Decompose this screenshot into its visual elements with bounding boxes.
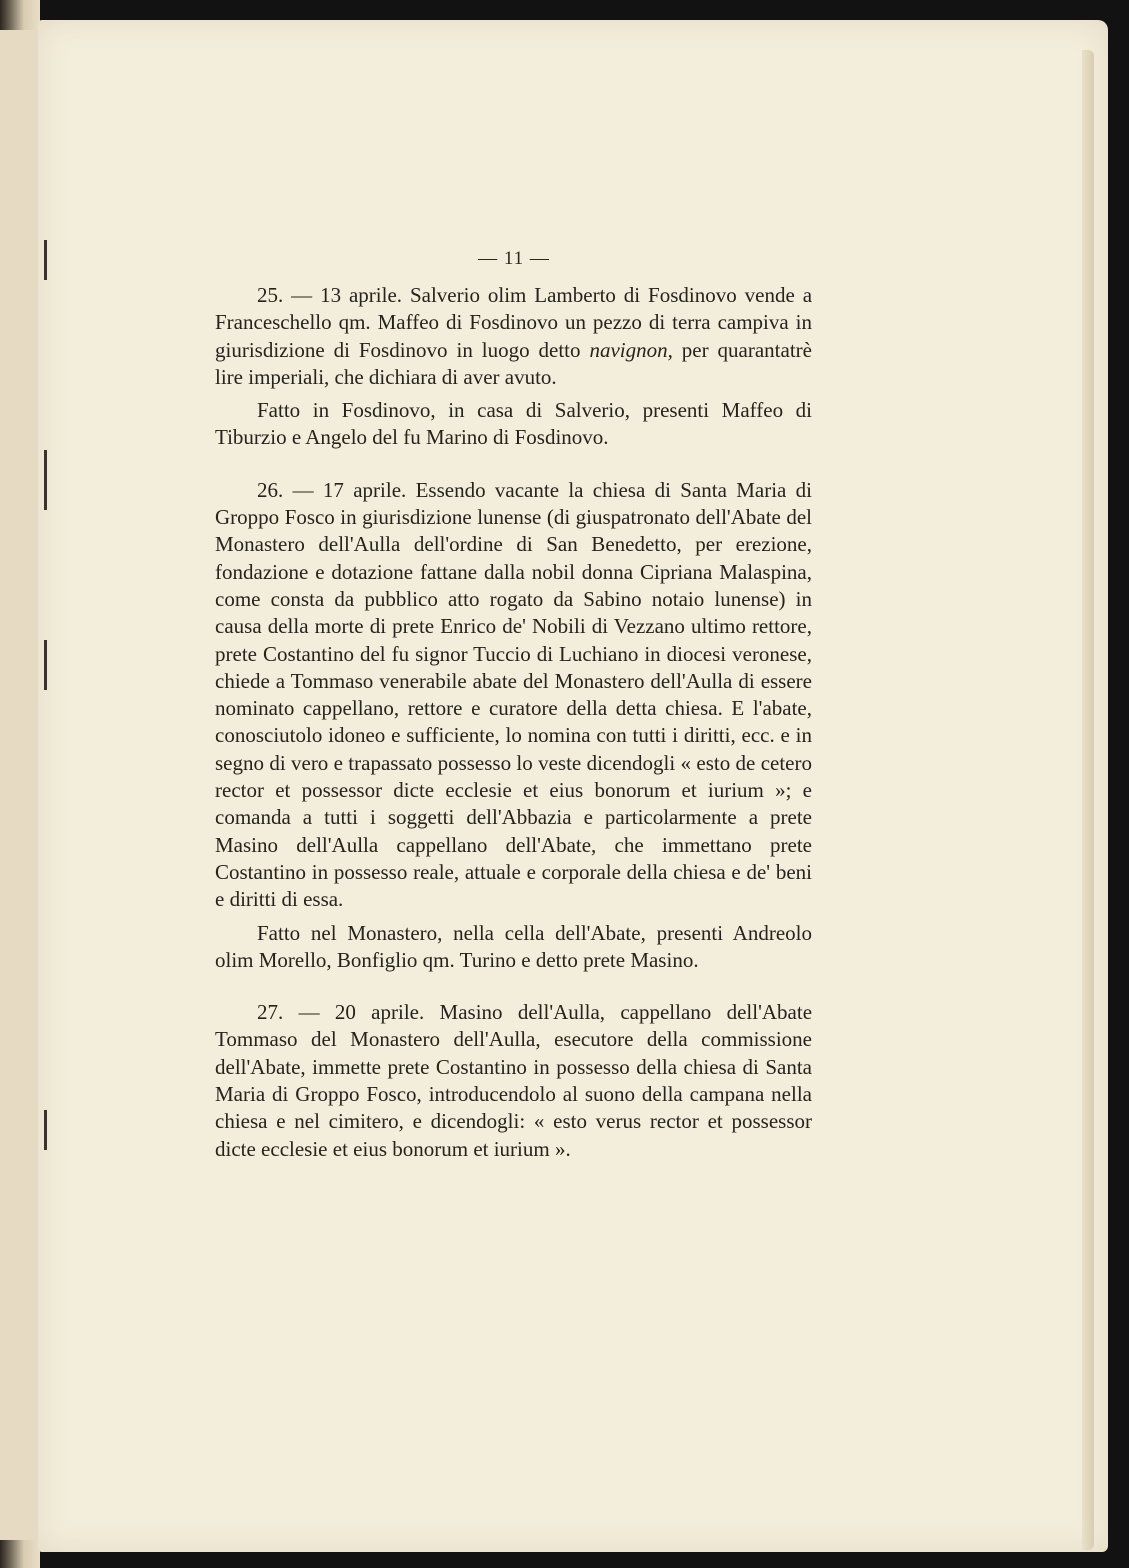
entry-text: Essendo vacante la chiesa di Santa Maria di Groppo Fosco in giurisdizione lunense (di giuspatronato dell'Abate del Monastero dell'Aulla dell'ordine di San Benedetto, per erezione, fondazione e dotazione fattane dalla nobil donna Cipriana Malaspina, come consta da pubblico atto rogato da Sabino notaio lunense) in causa della morte di prete Enrico de' Nobili di Vezzano ultimo rettore, prete Costantino del fu signor Tuccio di Luchiano in diocesi veronese, chiede a Tommaso venerabile abate del Monastero dell'Aulla di essere nominato cappellano, rettore e curatore della detta chiesa. E l'abate, conosciutolo idoneo e sufficiente, lo nomina con tutti i diritti, ecc. e in segno di vero e trapassato possesso lo veste dicendogli « esto de cetero rector et possessor dicte ecclesie et eius bonorum et iurium »; e comanda a tutti i soggetti dell'Abbazia e particolarmente a prete Masino dell'Aulla cappellano dell'Abate, che immettano prete Costantino in possesso reale, attuale e corporale della chiesa e de' beni e diritti di essa. xyxy=(215,477,813,912)
entry-text: Salverio olim Lamberto di Fosdinovo vende a Franceschello qm. Maffeo di Fosdinovo un pezzo di terra campiva in giurisdizione di Fosdinovo in luogo detto xyxy=(215,283,813,362)
entry-26 xyxy=(215,477,812,974)
binding-mark xyxy=(44,240,47,280)
entry-25 xyxy=(215,282,812,452)
entry-text: Masino dell'Aulla, cappellano dell'Abate Tommaso del Monastero dell'Aulla, esecutore della commissione dell'Abate, immette prete Costantino in possesso della chiesa di Santa Maria di Groppo Fosco, introducendolo al suono della campana nella chiesa e nel cimitero, e dicendogli: « esto verus rector et possessor dicte ecclesie et eius bonorum et iurium ». xyxy=(215,1000,813,1161)
entry-act: Fatto nel Monastero, nella cella dell'Abate, presenti Andreolo olim Morello, Bonfiglio qm. Turino e detto prete Masino. xyxy=(215,920,812,972)
entry-paragraph xyxy=(215,999,812,1163)
place-name-italic: navignon, xyxy=(589,337,673,362)
document-body xyxy=(215,282,812,1163)
entry-27 xyxy=(215,999,812,1163)
entry-text: per quarantatrè lire imperiali, che dichiara di aver avuto. xyxy=(215,337,812,389)
binding-mark xyxy=(44,1110,47,1150)
entry-paragraph xyxy=(215,477,812,914)
entry-act: Fatto in Fosdinovo, in casa di Salverio, presenti Maffeo di Tiburzio e Angelo del fu Marino di Fosdinovo. xyxy=(215,398,812,450)
binding-mark xyxy=(44,640,47,690)
entry-number: 25. xyxy=(257,283,284,307)
entry-number: 27. xyxy=(257,1000,284,1025)
entry-number: 26. xyxy=(257,477,284,502)
page-number: — 11 — xyxy=(478,248,550,269)
binding-mark xyxy=(44,450,47,510)
page-fore-edge xyxy=(1082,50,1094,1550)
entry-paragraph xyxy=(215,282,812,391)
entry-date: — 13 aprile. xyxy=(291,283,403,307)
entry-date: — 20 aprile. xyxy=(298,1000,425,1025)
entry-date: — 17 aprile. xyxy=(292,477,407,502)
